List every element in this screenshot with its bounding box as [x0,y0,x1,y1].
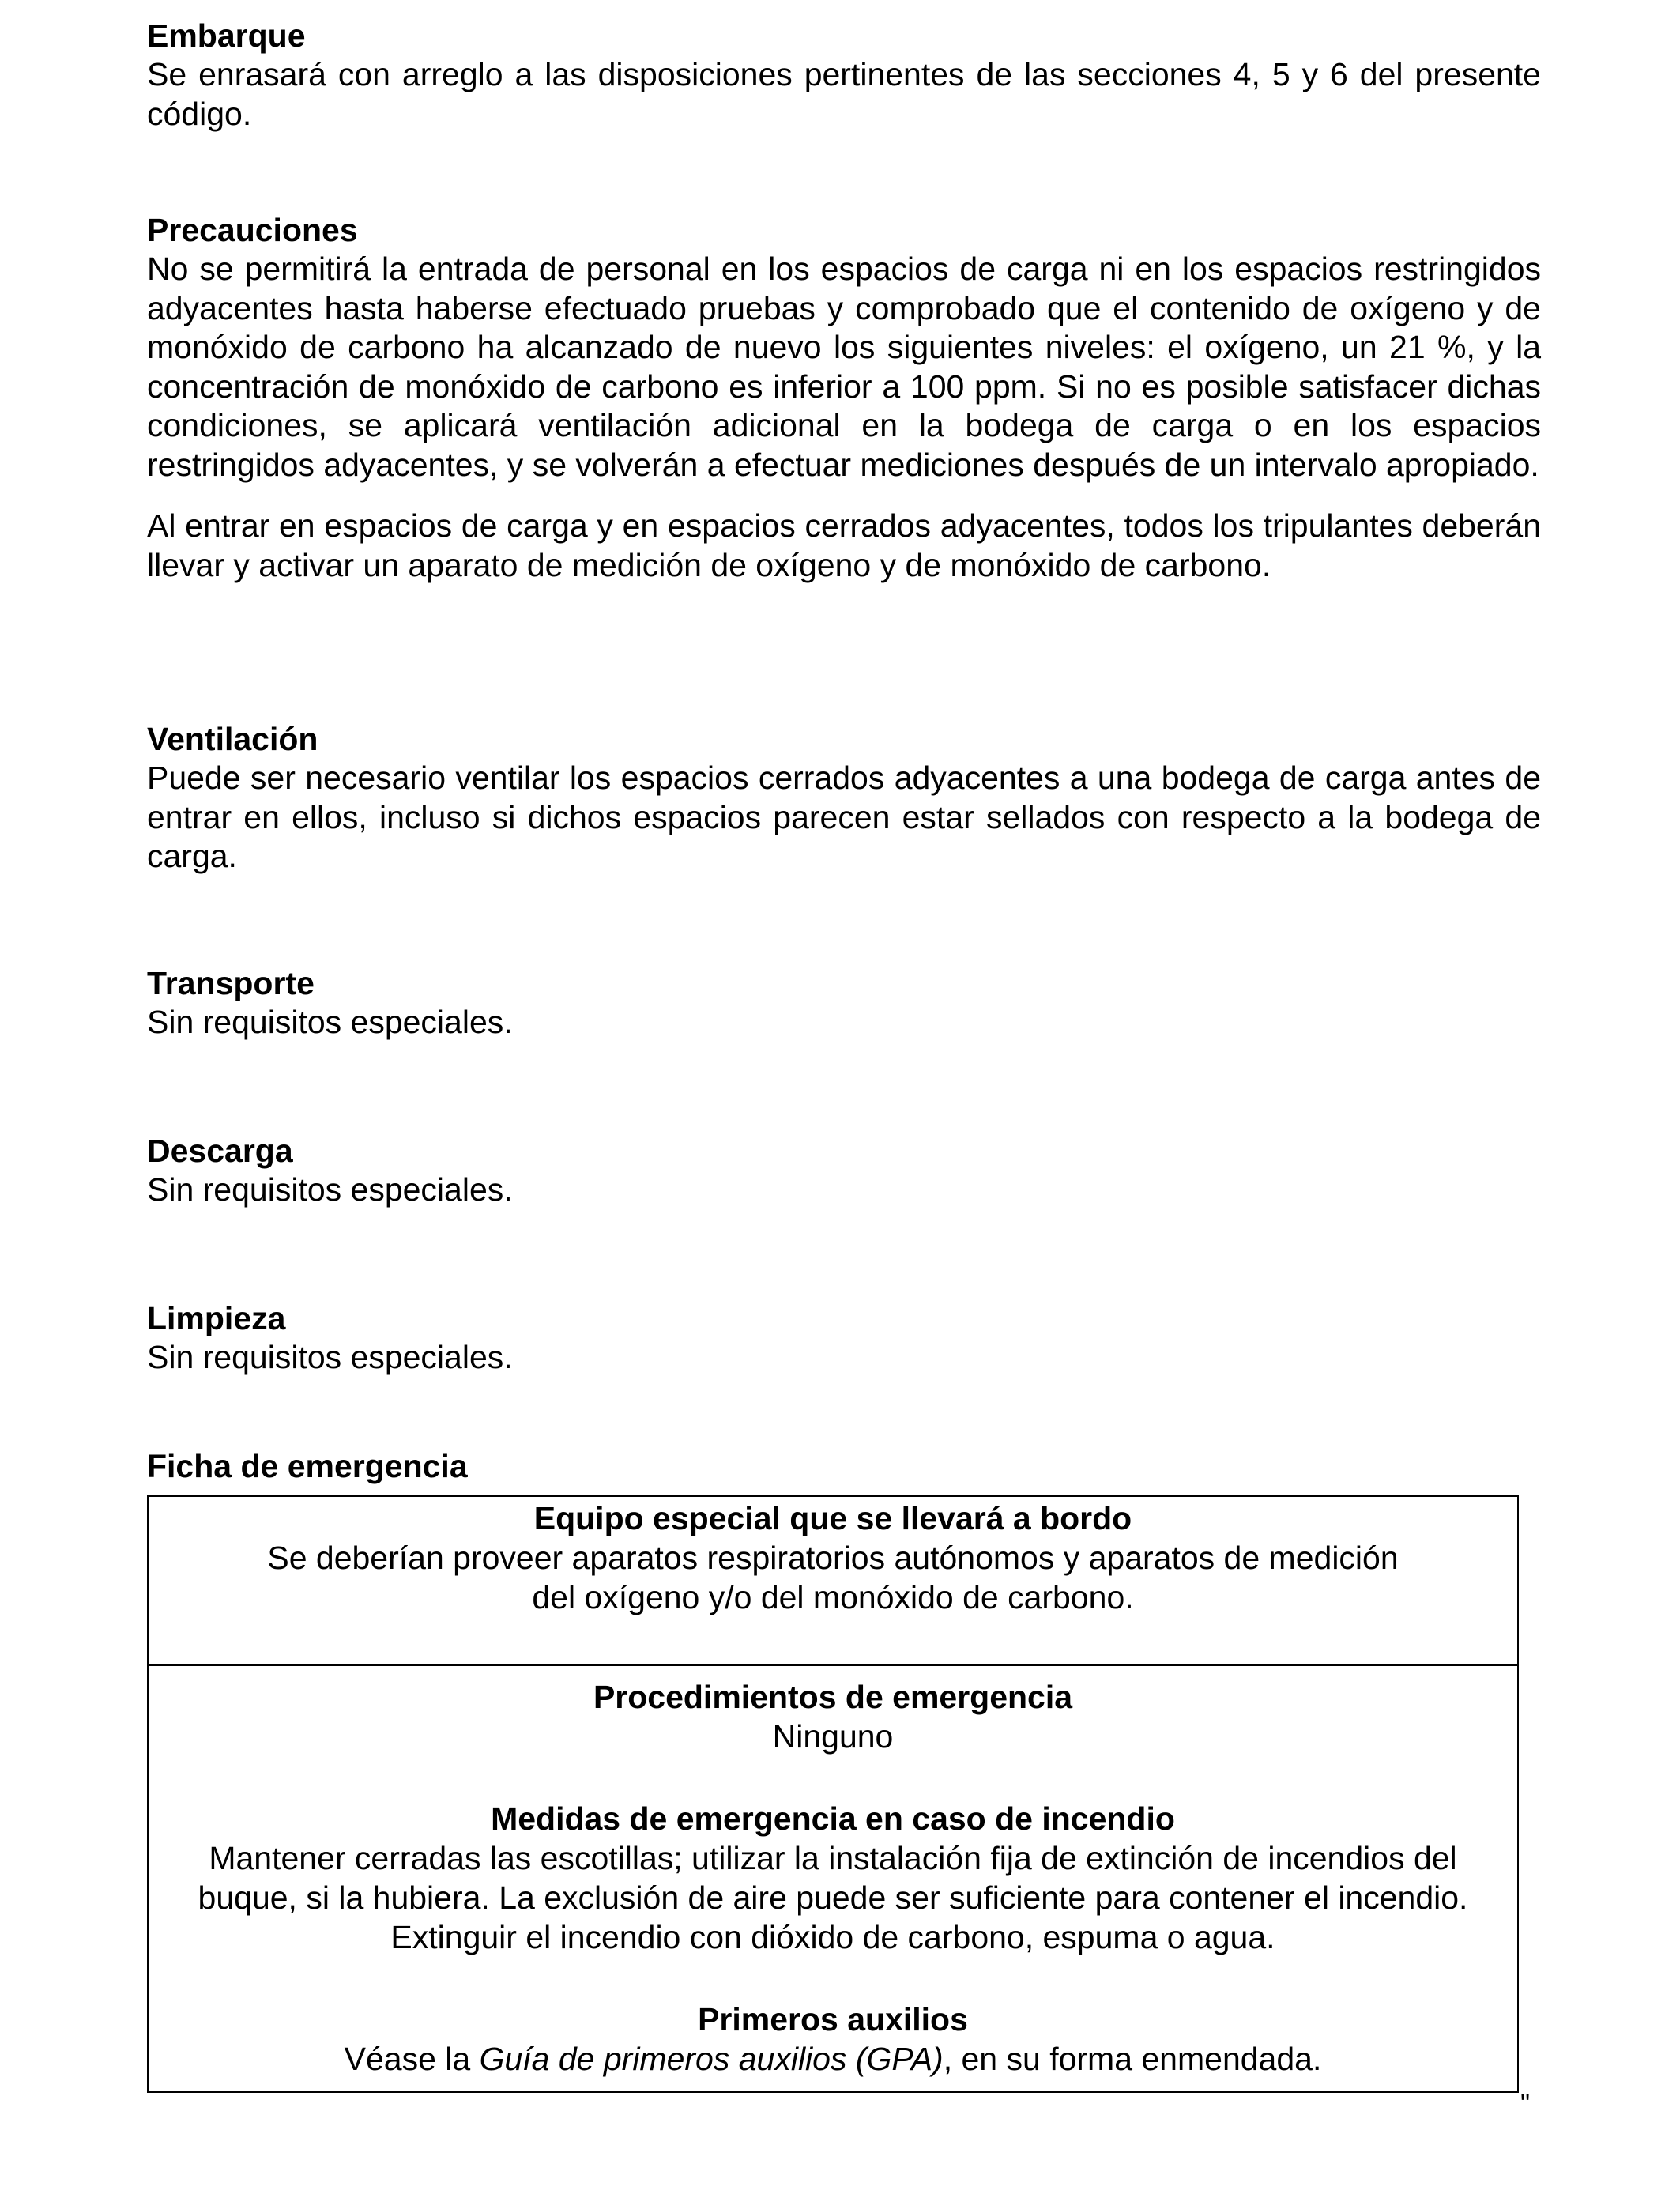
section-body-ventilacion: Puede ser necesario ventilar los espacios cerrados adyacentes a una bodega de carga antes de entrar en ellos, incluso si dichos espacios parecen estar sellados con respecto a la bodega de carga. [147,760,1541,874]
auxilios-prefix: Véase la [344,2041,480,2077]
incendio-line-3: Extinguir el incendio con dióxido de carbono, espuma o agua. [390,1919,1275,1955]
auxilios-heading: Primeros auxilios [698,2001,968,2038]
section-precauciones [147,210,1541,585]
section-ventilacion [147,719,1541,876]
section-body-precauciones: No se permitirá la entrada de personal en los espacios de carga ni en los espacios restringidos adyacentes hasta haberse efectuado pruebas y comprobado que el contenido de oxígeno y de monóxido de carbono ha alcanzado de nuevo los siguientes niveles: el oxígeno, un 21 %, y la concentración de monóxido de carbono es inferior a 100 ppm. Si no es posible satisfacer dichas condiciones, se aplicará ventilación adicional en la bodega de carga o en los espacios restringidos adyacentes, y se volverán a efectuar mediciones después de un intervalo apropiado. [147,251,1541,483]
equipo-heading: Equipo especial que se llevará a bordo [533,1500,1132,1536]
equipo-line-1: Se deberían proveer aparatos respiratorios autónomos y aparatos de medición [267,1540,1399,1576]
section-body-limpieza: Sin requisitos especiales. [147,1339,513,1375]
section-title-embarque: Embarque [147,17,306,54]
section-descarga [147,1131,1541,1210]
section-embarque [147,16,1541,134]
section-body-transporte: Sin requisitos especiales. [147,1004,513,1040]
section-title-limpieza: Limpieza [147,1300,286,1336]
closing-quote-mark: " [1520,2089,1531,2119]
spacer [168,1957,1498,2000]
section-title-transporte: Transporte [147,965,315,1001]
emergency-cell-procedimientos [149,1666,1517,2091]
incendio-heading: Medidas de emergencia en caso de incendio [491,1800,1175,1837]
auxilios-text [168,2039,1498,2079]
incendio-line-1: Mantener cerradas las escotillas; utilizar la instalación fija de extinción de incendios del [209,1840,1457,1876]
section-transporte [147,963,1541,1042]
section-limpieza [147,1299,1541,1378]
section-title-ventilacion: Ventilación [147,721,318,757]
spacer [168,1756,1498,1799]
auxilios-suffix: , en su forma enmendada. [943,2041,1322,2077]
procedimientos-text: Ninguno [772,1718,894,1755]
procedimientos-heading: Procedimientos de emergencia [593,1679,1073,1715]
auxilios-guide-title: Guía de primeros auxilios (GPA) [479,2041,944,2077]
ficha-emergencia-title: Ficha de emergencia [147,1448,468,1484]
section-body-descarga: Sin requisitos especiales. [147,1171,513,1208]
equipo-line-2: del oxígeno y/o del monóxido de carbono. [532,1579,1134,1615]
incendio-line-2: buque, si la hubiera. La exclusión de aire puede ser suficiente para contener el incendio. [198,1879,1468,1916]
section-title-precauciones: Precauciones [147,212,358,248]
emergency-table [147,1495,1519,2093]
section-body-precauciones-2: Al entrar en espacios de carga y en espacios cerrados adyacentes, todos los tripulantes deberán llevar y activar un aparato de medición de oxígeno y de monóxido de carbono. [147,507,1541,583]
emergency-cell-equipo [149,1497,1517,1666]
section-title-descarga: Descarga [147,1133,293,1169]
section-body-embarque: Se enrasará con arreglo a las disposiciones pertinentes de las secciones 4, 5 y 6 del presente código. [147,56,1541,132]
